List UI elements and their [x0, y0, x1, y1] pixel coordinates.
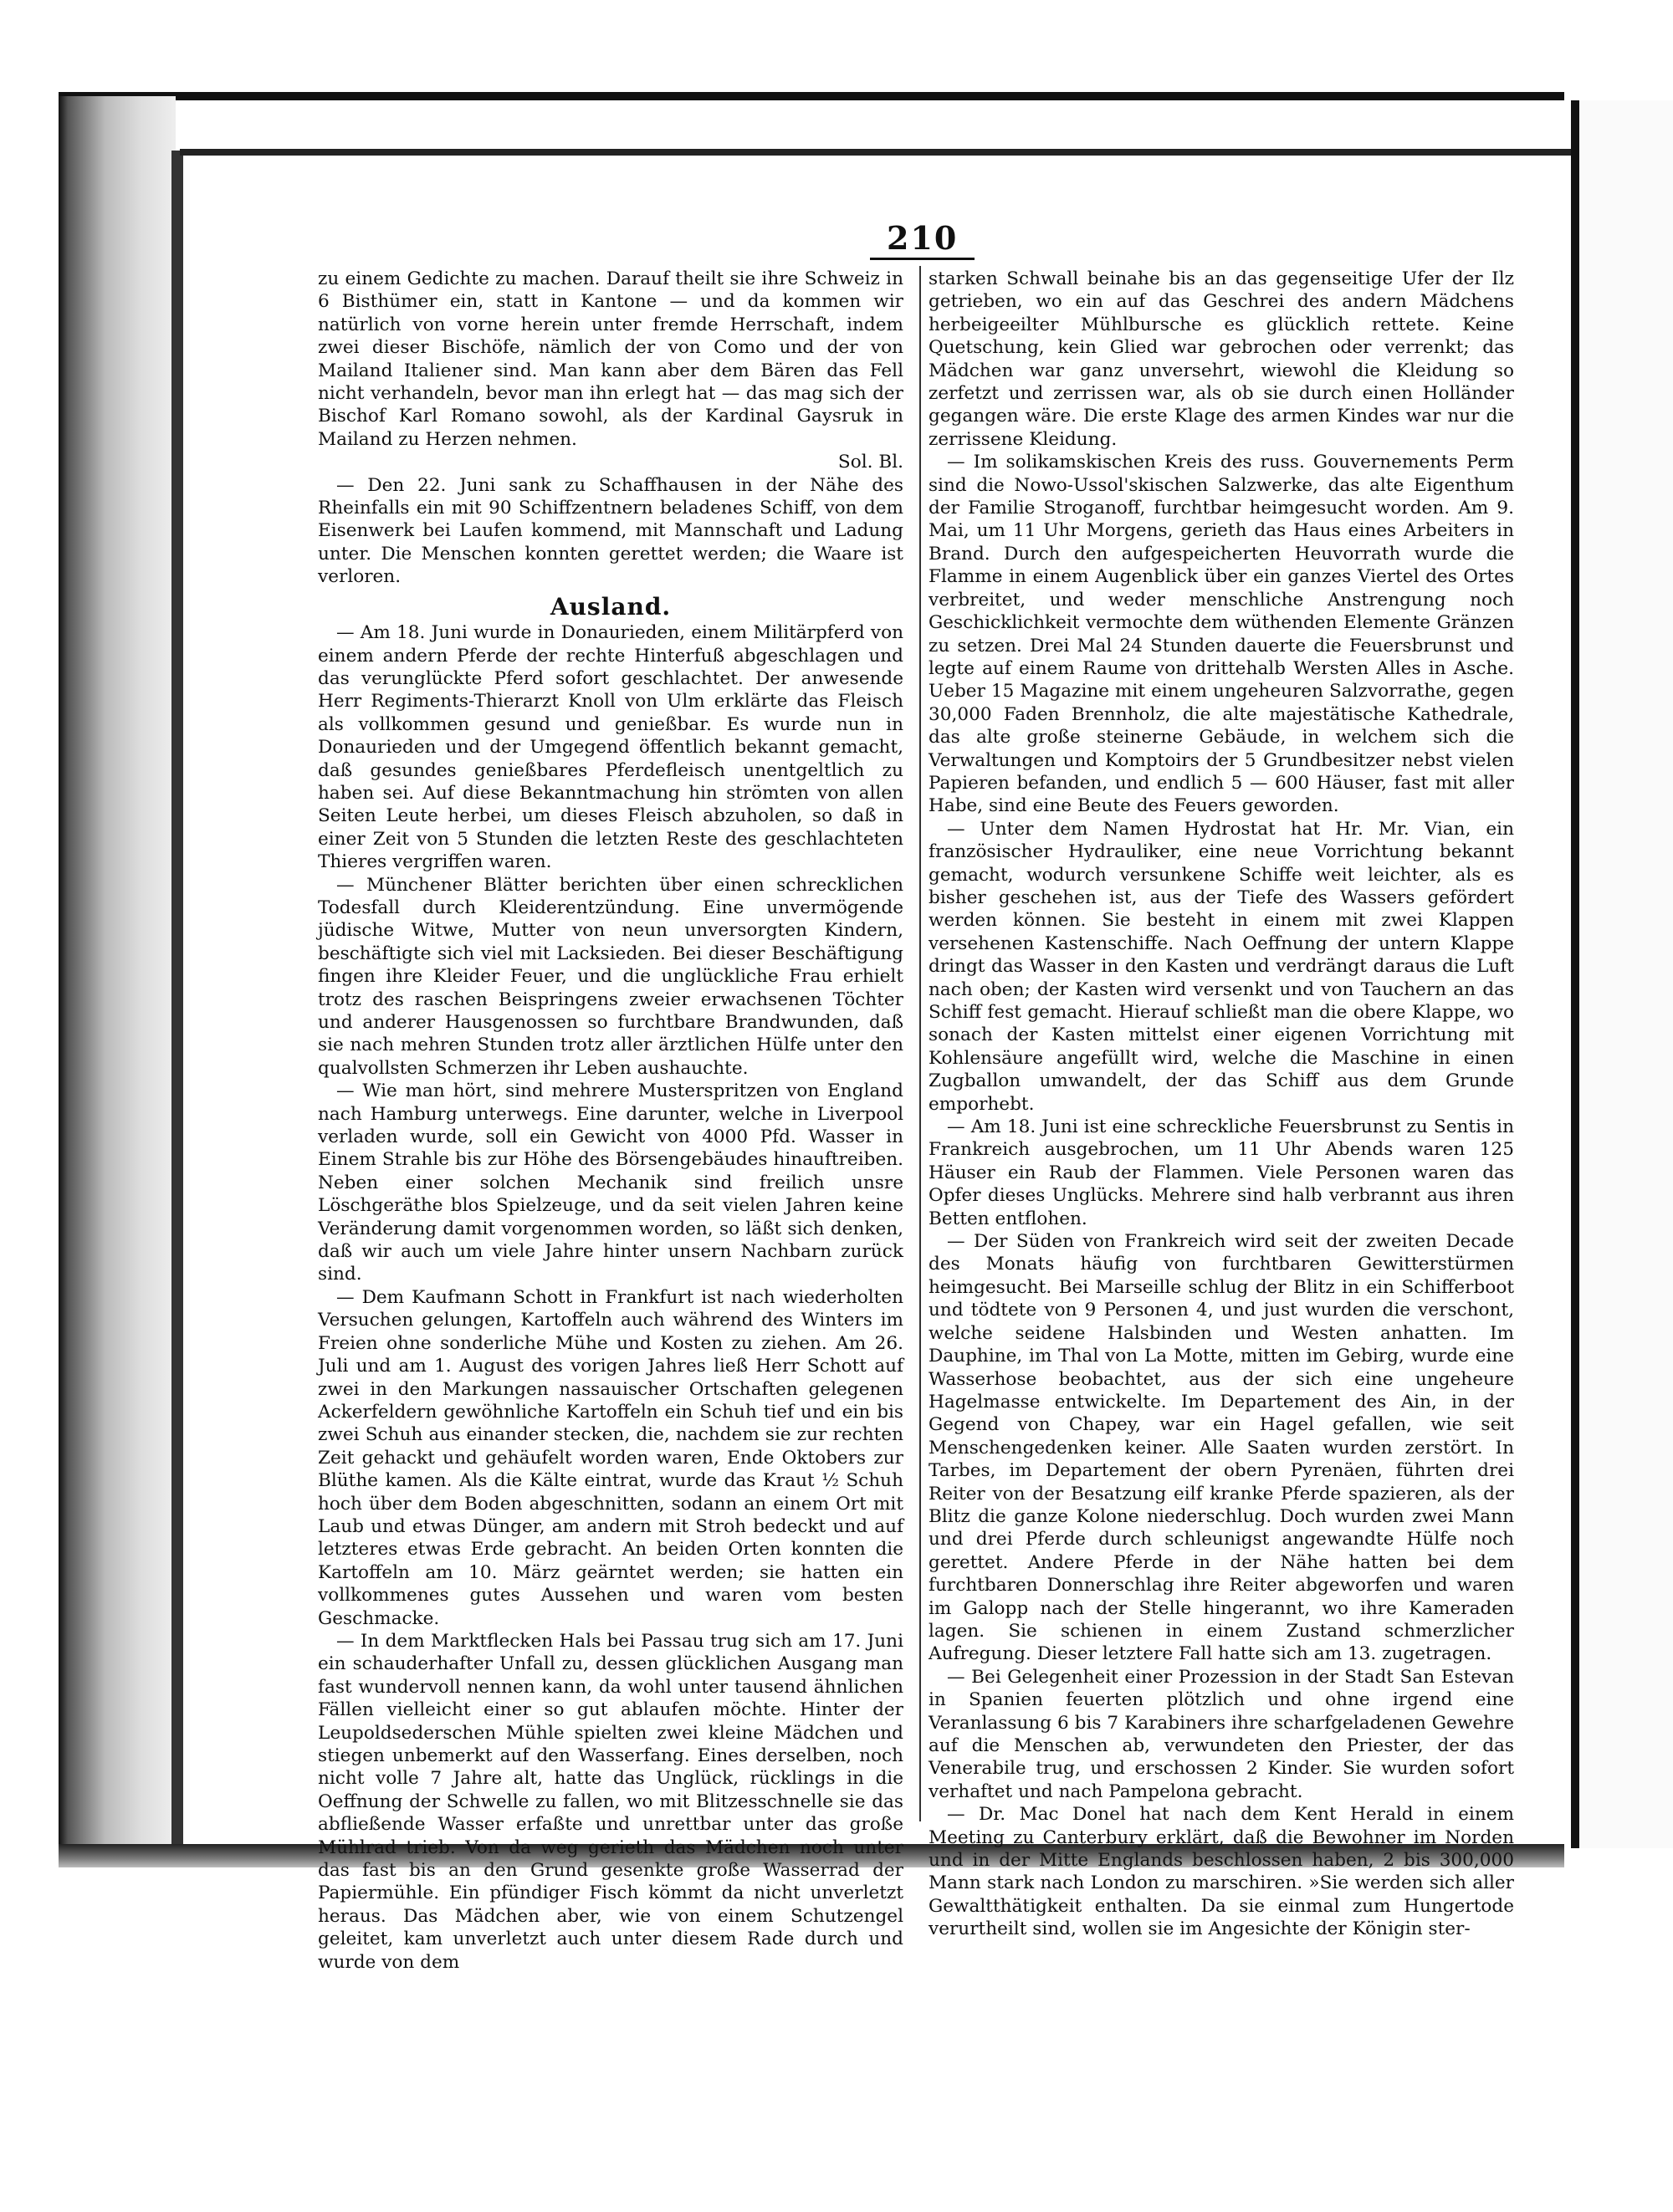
article-paragraph: zu einem Gedichte zu machen. Darauf theilt sie ihre Schweiz in 6 Bisthümer ein, statt in Kantone — und da kommen wir natürlich von vorne herein unter fremde Herrschaft, indem zwei dieser Bischöfe, nämlich der von Como und der von Mailand Italiener sind. Man kann aber dem Bären das Fell nicht verhandeln, bevor man ihn erlegt hat — das mag sich der Bischof Karl Romano sowohl, als der Kardinal Gaysruk in Mailand zu Herzen nehmen. [318, 268, 903, 450]
article-paragraph: — Bei Gelegenheit einer Prozession in der Stadt San Estevan in Spanien feuerten plötzlich und ohne irgend eine Veranlassung 6 bis 7 Karabiners ihre scharfgeladenen Gewehre auf die Menschen ab, verwundeten den Priester, der das Venerabile trug, und erschossen 2 Kinder. Sie wurden sofort verhaftet und nach Pampelona gebracht. [929, 1666, 1514, 1802]
article-paragraph: — Münchener Blätter berichten über einen schrecklichen Todesfall durch Kleiderentzündung. Eine unvermögende jüdische Witwe, Mutter von neun unversorgten Kindern, beschäftigte sich viel mit Lacksieden. Bei dieser Beschäftigung fingen ihre Kleider Feuer, und die unglückliche Frau erhielt trotz des raschen Beispringens zweier erwachsenen Töchter und anderer Hausgenossen so furchtbare Brandwunden, daß sie nach mehren Stunden trotz aller ärztlichen Hülfe unter den qualvollsten Schmerzen ihr Leben aushauchte. [318, 874, 903, 1079]
left-column [318, 268, 903, 1974]
article-paragraph: — Unter dem Namen Hydrostat hat Hr. Mr. Vian, ein französischer Hydrauliker, eine neue Vorrichtung bekannt gemacht, wodurch versunkene Schiffe weit leichter, als es bisher geschehen ist, aus der Tiefe des Wassers gefördert werden können. Sie besteht in einem mit zwei Klappen versehenen Kastenschiffe. Nach Oeffnung der untern Klappe dringt das Wasser in den Kasten und verdrängt daraus die Luft nach oben; der Kasten wird versenkt und von Tauchern an das Schiff fest gemacht. Hierauf schließt man die obere Klappe, wo sonach der Kasten mittelst einer eigenen Vorrichtung mit Kohlensäure angefüllt wird, welche die Maschine in einen Zugballon umwandelt, der das Schiff aus dem Grunde emporhebt. [929, 818, 1514, 1115]
facing-page-strip [1579, 100, 1673, 1848]
article-paragraph: — Wie man hört, sind mehrere Musterspritzen von England nach Hamburg unterwegs. Eine darunter, welche in Liverpool verladen wurde, soll ein Gewicht von 4000 Pfd. Wasser in Einem Strahle bis zur Höhe des Börsengebäudes hinauftreiben. Neben einer solchen Mechanik sind freilich unsre Löschgeräthe blos Spielzeuge, und da seit vielen Jahren keine Veränderung damit vorgenommen worden, so läßt sich denken, daß wir auch um viele Jahre hinter unsern Nachbarn zurück sind. [318, 1080, 903, 1285]
page-gutter [171, 151, 183, 1857]
book-spine-shadow [59, 96, 176, 1852]
article-paragraph: — Am 18. Juni ist eine schreckliche Feuersbrunst zu Sentis in Frankreich ausgebrochen, um 11 Uhr Abends waren 125 Häuser ein Raub der Flammen. Viele Personen waren das Opfer dieses Unglücks. Mehrere sind halb verbrannt aus ihren Betten entflohen. [929, 1116, 1514, 1229]
section-heading: Ausland. [550, 592, 672, 621]
page-right-edge [1571, 100, 1579, 1848]
article-paragraph: — In dem Marktflecken Hals bei Passau trug sich am 17. Juni ein schauderhafter Unfall zu, dessen glücklichen Ausgang man fast wundervoll nennen kann, da wohl unter tausend ähnlichen Fällen vielleicht einer so gut ablaufen möchte. Hinter der Leupoldsederschen Mühle spielten zwei kleine Mädchen und stiegen unbemerkt auf den Wasserfang. Eines derselben, noch nicht volle 7 Jahre alt, hatte das Unglück, rücklings in die Oeffnung der Schwelle zu fallen, wo mit Blitzesschnelle sie das abfließende Wasser erfaßte und unrettbar unter das große Mühlrad trieb. Von da weg gerieth das Mädchen noch unter das fast bis an den Grund gesenkte große Wasserrad der Papiermühle. Ein pfündiger Fisch kömmt da nicht unverletzt heraus. Das Mädchen aber, wie von einem Schutzengel geleitet, kam unverletzt auch unter diesem Rade durch und wurde von dem [318, 1630, 903, 1973]
column-divider [919, 266, 921, 1821]
page-number-underline [870, 258, 975, 260]
article-paragraph: — Dr. Mac Donel hat nach dem Kent Herald in einem Meeting zu Canterbury erklärt, daß die Bewohner im Norden und in der Mitte Englands beschlossen haben, 2 bis 300,000 Mann stark nach London zu marschiren. »Sie werden sich aller Gewaltthätigkeit enthalten. Da sie einmal zum Hungertode verurtheilt sind, wollen sie im Angesichte der Königin ster- [929, 1804, 1514, 1940]
scan-top-edge [59, 92, 1564, 100]
article-paragraph: starken Schwall beinahe bis an das gegenseitige Ufer der Ilz getrieben, wo ein auf das Geschrei des andern Mädchens herbeigeeilter Mühlbursche es glücklich rettete. Keine Quetschung, kein Glied war gebrochen oder verrenkt; das Mädchen war ganz unversehrt, wiewohl die Kleidung so zerfetzt und zerrissen war, als ob sie durch einen Holländer gegangen wäre. Die erste Klage des armen Kindes war nur die zerrissene Kleidung. [929, 268, 1514, 450]
article-paragraph: — Im solikamskischen Kreis des russ. Gouvernements Perm sind die Nowo-Ussol'skischen Salzwerke, das alte Eigenthum der Familie Stroganoff, furchtbar heimgesucht worden. Am 9. Mai, um 11 Uhr Morgens, gerieth das Haus eines Arbeiters in Brand. Durch den aufgespeicherten Heuvorrath wurde die Flamme in einem Augenblick über ein ganzes Viertel des Ortes verbreitet, und weder menschliche Anstrengung noch Geschicklichkeit vermochte dem wüthenden Elemente Gränzen zu setzen. Drei Mal 24 Stunden dauerte die Feuersbrunst und legte auf einem Raume von drittehalb Wersten Alles in Asche. Ueber 15 Magazine mit einem ungeheuren Salzvorrathe, gegen 30,000 Faden Brennholz, die alte majestätische Kathedrale, das alte große steinerne Gebäude, in welchem sich die Verwaltungen und Komptoirs der 5 Grundbesitzer nebst vielen Papieren befanden, und endlich 5 — 600 Häuser, fast mit aller Habe, sind eine Beute des Feuers geworden. [929, 452, 1514, 817]
page-number: 210 [887, 219, 959, 257]
article-paragraph: — Am 18. Juni wurde in Donaurieden, einem Militärpferd von einem andern Pferde der rechte Hinterfuß abgeschlagen und das verunglückte Pferd sofort geschlachtet. Der anwesende Herr Regiments-Thierarzt Knoll von Ulm erklärte das Fleisch als vollkommen gesund und genießbar. Es wurde nun in Donaurieden und der Umgegend öffentlich bekannt gemacht, daß gesundes genießbares Pferdefleisch unentgeltlich zu haben sei. Auf diese Bekanntmachung hin strömten von allen Seiten Leute herbei, um dieses Fleisch abzuholen, so daß in einer Zeit von 5 Stunden die letzten Reste des geschlachteten Thieres vergriffen waren. [318, 622, 903, 873]
article-paragraph: — Der Süden von Frankreich wird seit der zweiten Decade des Monats häufig von furchtbaren Gewitterstürmen heimgesucht. Bei Marseille schlug der Blitz in ein Schifferboot und tödtete von 9 Personen 4, und just wurden die verschont, welche seidene Halsbinden und Westen anhatten. Im Dauphine, im Thal von La Motte, mitten im Gebirg, wurde eine Wasserhose beobachtet, aus der sich eine ungeheure Hagelmasse entwickelte. Im Departement des Ain, in der Gegend von Chapey, war ein Hagel gefallen, wie seit Menschengedenken keiner. Alle Saaten wurden zerstört. In Tarbes, im Departement der obern Pyrenäen, führten drei Reiter von der Besatzung eilf kranke Pferde spazieren, als der Blitz die ganze Kolone niederschlug. Doch wurden zwei Mann und drei Pferde durch schleunigst angewandte Hülfe noch gerettet. Andere Pferde in der Nähe hatten bei dem furchtbaren Donnerschlag ihre Reiter abgeworfen und waren im Galopp nach der Stelle hingerannt, wo ihre Kameraden lagen. Sie schienen in einem Zustand schmerzlicher Aufregung. Dieser letztere Fall hatte sich am 13. zugetragen. [929, 1231, 1514, 1665]
page-header-rule [180, 149, 1571, 156]
article-paragraph: — Dem Kaufmann Schott in Frankfurt ist nach wiederholten Versuchen gelungen, Kartoffeln auch während des Winters im Freien ohne sonderliche Mühe und Kosten zu ziehen. Am 26. Juli und am 1. August des vorigen Jahres ließ Herr Schott auf zwei in den Markungen nassauischer Ortschaften gelegenen Ackerfeldern gewöhnliche Kartoffeln ein Schuh tief und ein bis zwei Schuh aus einander stecken, die, nachdem sie zur rechten Zeit gehackt und gehäufelt worden waren, Ende Oktobers zur Blüthe kamen. Als die Kälte eintrat, wurde das Kraut ½ Schuh hoch über dem Boden abgeschnitten, sodann an einem Ort mit Laub und etwas Dünger, am andern mit Stroh bedeckt und auf letzteres etwas Erde gebracht. An beiden Orten konnten die Kartoffeln am 10. März geärntet werden; sie hatten ein vollkommenes gutes Aussehen und waren vom besten Geschmacke. [318, 1286, 903, 1629]
right-column [929, 268, 1514, 1941]
article-source: Sol. Bl. [837, 452, 903, 473]
article-paragraph: — Den 22. Juni sank zu Schaffhausen in der Nähe des Rheinfalls ein mit 90 Schiffzentnern beladenes Schiff, von dem Eisenwerk bei Laufen kommend, mit Mannschaft und Ladung unter. Die Menschen konnten gerettet werden; die Waare ist verloren. [318, 474, 903, 588]
